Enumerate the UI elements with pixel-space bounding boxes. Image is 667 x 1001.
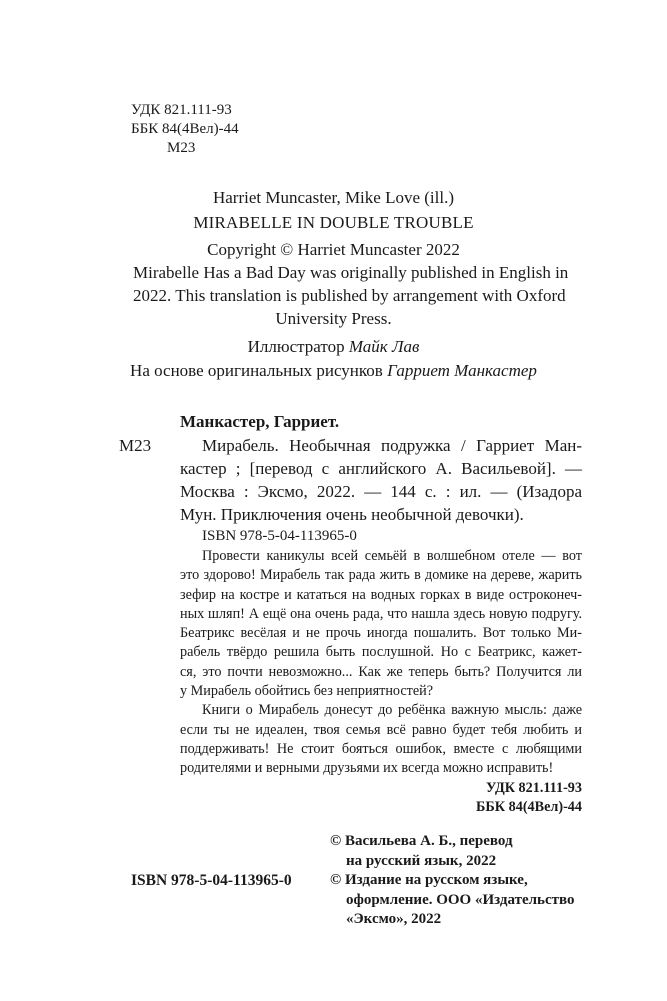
copyright-line: оформление. ООО «Издательство: [346, 891, 575, 908]
catalog-entry-line: Мирабель. Необычная подружка / Гарриет Ман-: [202, 436, 582, 455]
annotation-bbk: ББК 84(4Вел)-44: [476, 799, 582, 815]
annotation-line: Провести каникулы всей семьёй в волшебном отеле — вот: [202, 548, 582, 564]
annotation-line: если ты не идеален, твоя семья всё равно будет тебя любить и: [180, 721, 582, 738]
catalog-mark: М23: [119, 436, 152, 455]
based-on-name: Гарриет Манкастер: [387, 361, 537, 380]
author-mark: М23: [167, 140, 196, 156]
annotation-line: зефир на костре и кататься на водных горках в виде остроконеч-: [180, 586, 582, 603]
catalog-entry: [180, 434, 582, 526]
annotation-udk: УДК 821.111-93: [485, 780, 582, 796]
copyright-line: © Васильева А. Б., перевод: [330, 833, 513, 849]
catalog-heading: Манкастер, Гарриет.: [180, 412, 340, 431]
publication-note-line: Mirabelle Has a Bad Day was originally published in English in: [133, 263, 569, 282]
publication-note-line: 2022. This translation is published by arrangement with Oxford: [133, 286, 566, 305]
annotation-line: рабель твёрдо решила быть послушной. Но с Беатрикс, кажет-: [180, 644, 582, 661]
copyright-line: © Издание на русском языке,: [330, 872, 528, 888]
original-title: MIRABELLE IN DOUBLE TROUBLE: [193, 213, 474, 232]
annotation-line: ных шляп! А ещё она очень рада, что нашла здесь новую подругу.: [180, 605, 582, 622]
annotation-line: Беатрикс весёлая и не прочь иногда пошалить. Вот только Ми-: [180, 625, 582, 642]
publication-note-line: University Press.: [275, 309, 392, 328]
based-on-label: На основе оригинальных рисунков: [130, 361, 388, 380]
copyright-line: «Эксмо», 2022: [346, 911, 442, 927]
catalog-entry-line: кастер ; [перевод с английского А. Васильевой]. —: [180, 459, 582, 478]
based-on-credit: [0, 359, 667, 382]
catalog-entry-line: Москва : Эксмо, 2022. — 144 с. : ил. — (Изадора: [180, 482, 582, 501]
catalog-isbn: ISBN 978-5-04-113965-0: [202, 528, 357, 544]
annotation-line: у Мирабель обойтись без неприятностей?: [180, 683, 434, 700]
udk-code: УДК 821.111-93: [131, 102, 232, 118]
illustrator-name: Майк Лав: [348, 337, 420, 356]
copyright-line: на русский язык, 2022: [346, 852, 497, 869]
illustrator-label: Иллюстратор: [247, 337, 349, 356]
annotation-line: Книги о Мирабель донесут до ребёнка важную мысль: даже: [202, 702, 582, 719]
copyright-block: [330, 832, 575, 930]
publication-note: [133, 261, 569, 330]
bbk-code: ББК 84(4Вел)-44: [131, 121, 239, 137]
footer-isbn: ISBN 978-5-04-113965-0: [131, 872, 292, 889]
annotation-line: родителями и верными друзьями их всегда можно исправить!: [180, 760, 554, 777]
annotation-line: ся, это почти невозможно... Как же теперь быть? Получится ли: [180, 663, 582, 680]
original-authors: Harriet Muncaster, Mike Love (ill.): [212, 188, 454, 207]
annotation-line: поддерживать! Не стоит бояться ошибок, вместе с любящими: [180, 740, 582, 757]
annotation-line: это здорово! Мирабель так рада жить в домике на дереве, жарить: [180, 567, 582, 584]
catalog-entry-line: Мун. Приключения очень необычной девочки).: [180, 505, 524, 524]
illustrator-credit: [0, 335, 667, 358]
annotation: [180, 547, 582, 779]
original-copyright: Copyright © Harriet Muncaster 2022: [207, 240, 460, 259]
